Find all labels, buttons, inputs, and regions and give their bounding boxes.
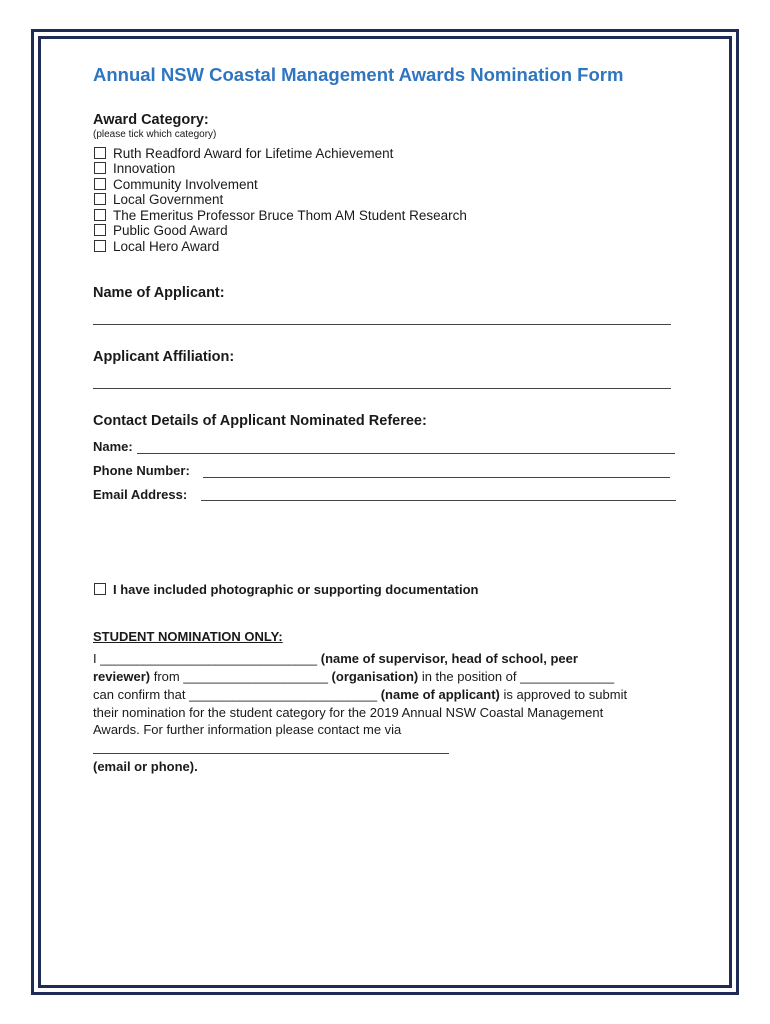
student-line-3: can confirm that __________________________ (name of applicant) is approved to submit (93, 687, 628, 702)
referee-name-field[interactable] (137, 453, 675, 454)
category-label: Public Good Award (113, 223, 228, 238)
student-line-7: (email or phone). (93, 759, 198, 774)
form-title: Annual NSW Coastal Management Awards Nomination Form (93, 64, 624, 85)
award-category-heading: Award Category: (93, 112, 209, 128)
contact-via-field[interactable] (93, 753, 449, 754)
position-blank[interactable]: _____________ (520, 669, 615, 684)
category-label: Innovation (113, 161, 176, 176)
checkbox-innovation[interactable] (94, 162, 106, 174)
student-line-2: reviewer) from ____________________ (organisation) in the position of _____________ (93, 669, 615, 684)
referee-name-label: Name: (93, 439, 133, 454)
category-label: Local Hero Award (113, 239, 220, 254)
referee-email-field[interactable] (201, 500, 676, 501)
category-label: The Emeritus Professor Bruce Thom AM Student Research (113, 208, 467, 223)
student-line-1: I ______________________________ (name of supervisor, head of school, peer (93, 651, 578, 666)
referee-phone-field[interactable] (203, 477, 670, 478)
name-of-applicant-label: Name of Applicant: (93, 285, 225, 301)
checkbox-lifetime-achievement[interactable] (94, 147, 106, 159)
documentation-label: I have included photographic or supporting documentation (113, 582, 479, 597)
organisation-blank[interactable]: ____________________ (183, 669, 328, 684)
checkbox-community-involvement[interactable] (94, 178, 106, 190)
checkbox-local-government[interactable] (94, 193, 106, 205)
student-nomination-heading: STUDENT NOMINATION ONLY: (93, 629, 283, 644)
referee-phone-label: Phone Number: (93, 463, 190, 478)
referee-email-label: Email Address: (93, 487, 188, 502)
checkbox-public-good[interactable] (94, 224, 106, 236)
checkbox-documentation[interactable] (94, 583, 106, 595)
category-label: Community Involvement (113, 177, 258, 192)
applicant-affiliation-field[interactable] (93, 388, 671, 389)
student-line-5: Awards. For further information please contact me via (93, 722, 402, 737)
applicant-name-blank[interactable]: __________________________ (189, 687, 378, 702)
name-of-applicant-field[interactable] (93, 324, 671, 325)
category-label: Ruth Readford Award for Lifetime Achievement (113, 146, 394, 161)
award-category-hint: (please tick which category) (93, 129, 217, 140)
checkbox-student-research[interactable] (94, 209, 106, 221)
supervisor-name-blank[interactable]: ______________________________ (100, 651, 318, 666)
applicant-affiliation-label: Applicant Affiliation: (93, 349, 235, 365)
category-label: Local Government (113, 192, 224, 207)
student-line-4: their nomination for the student category for the 2019 Annual NSW Coastal Management (93, 705, 604, 720)
referee-heading: Contact Details of Applicant Nominated Referee: (93, 413, 427, 429)
checkbox-local-hero[interactable] (94, 240, 106, 252)
